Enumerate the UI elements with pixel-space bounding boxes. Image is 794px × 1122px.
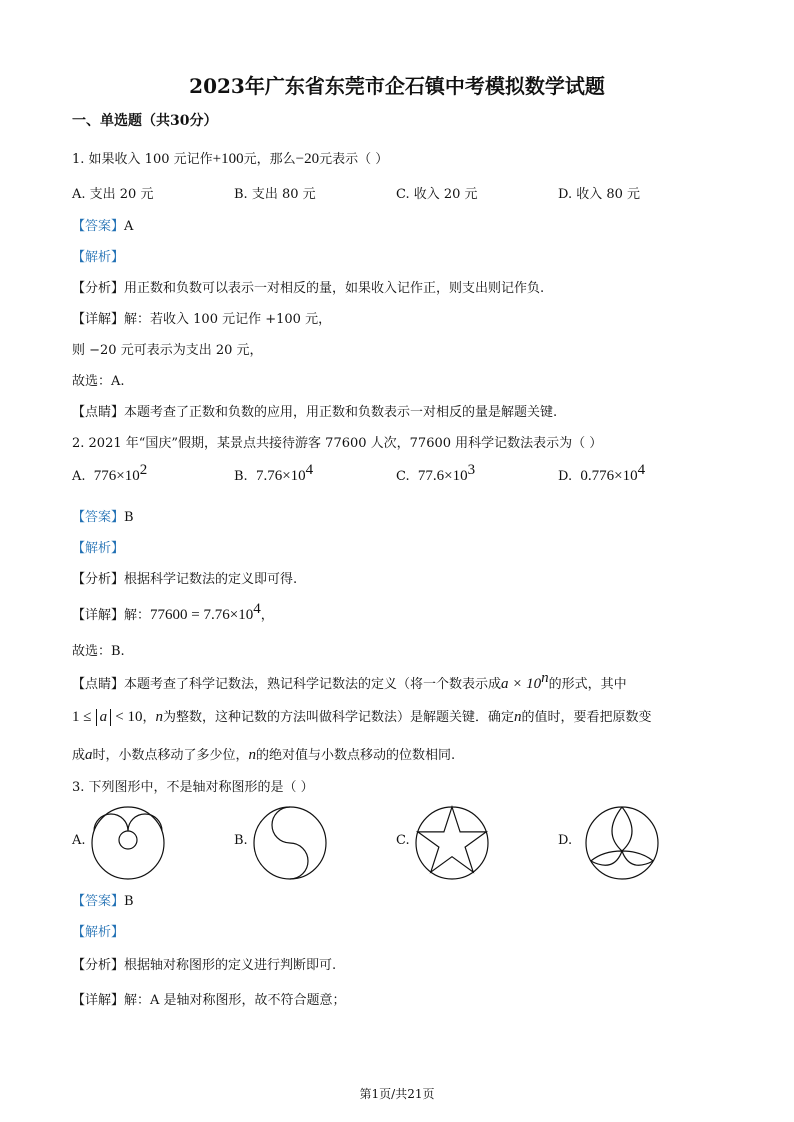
q3-stem: 3. 下列图形中，不是轴对称图形的是（ ） — [72, 780, 314, 795]
q2-answer-value: B — [124, 510, 134, 525]
q3-figure-c — [414, 805, 490, 881]
q3-option-b-label: B. — [234, 833, 248, 848]
answer-label: 【答案】 — [72, 219, 125, 234]
q1-xiangjie — [72, 308, 331, 327]
q1-option-d: D. 收入 80 元 — [558, 187, 641, 202]
q1-line3: 故选：A. — [72, 374, 125, 389]
q2-dj1-math: a × 10 — [501, 676, 542, 692]
q2-option-c-exp: 3 — [467, 462, 476, 478]
q1-option-c: C. 收入 20 元 — [396, 187, 478, 202]
q2-option-d-letter: D. — [558, 469, 573, 484]
q2-dj3-text3: 的绝对值与小数点移动的位数相同. — [256, 748, 456, 763]
q2-fenxi — [72, 568, 297, 587]
q3-answer-value: B — [124, 894, 134, 909]
q2-dj2-comma: ， — [142, 710, 156, 725]
q2-dj2-text: 为整数，这种记数的方法叫做科学记数法）是解题关键．确定 — [163, 710, 515, 725]
q1-fenxi — [72, 277, 544, 296]
q1-dianjing-text: 本题考查了正数和负数的应用，用正数和负数表示一对相反的量是解题关键. — [124, 405, 558, 420]
q1-stem-text2: 元，那么 — [243, 152, 296, 167]
q2-xiangjie — [72, 601, 274, 624]
section-heading: 一、单选题（共30分） — [72, 113, 218, 129]
q2-dianjing-3 — [72, 744, 455, 764]
q2-option-a-base: 776×10 — [93, 468, 140, 484]
q2-dj2-n: n — [155, 709, 163, 725]
q2-xiangjie-comma: ， — [260, 608, 274, 623]
q3-figure-b — [252, 805, 328, 881]
q1-xiangjie-text: 解：若收入 100 元记作 +100 元， — [124, 312, 332, 327]
q2-dj2-le: 1 ≤ — [72, 709, 92, 725]
q2-fenxi-text: 根据科学记数法的定义即可得. — [124, 572, 298, 587]
q1-stem-text3: 元表示（ ） — [319, 152, 389, 167]
q2-dianjing-1 — [72, 670, 627, 693]
q2-option-c-letter: C. — [396, 469, 410, 484]
q1-analysis-label: 【解析】 — [72, 250, 125, 265]
q2-option-b-exp: 4 — [305, 462, 314, 478]
q2-option-b — [234, 462, 314, 485]
q3-fenxi-text: 根据轴对称图形的定义进行判断即可. — [124, 958, 337, 973]
q2-option-a-letter: A. — [72, 469, 86, 484]
q2-dj2-n2: n — [514, 709, 522, 725]
q1-answer-value: A — [124, 219, 134, 234]
q2-option-a — [72, 462, 148, 485]
q3-fenxi — [72, 954, 336, 973]
q2-dj1-exp: n — [541, 670, 549, 686]
q3-analysis-label: 【解析】 — [72, 925, 125, 940]
xiangjie-label: 【详解】 — [72, 993, 125, 1008]
q3-xiangjie — [72, 989, 346, 1008]
q2-dj3-text2: 时，小数点移动了多少位， — [92, 748, 249, 763]
q2-dianjing-2 — [72, 706, 652, 726]
dianjing-label: 【点睛】 — [72, 677, 125, 692]
q1-line2: 则 −20 元可表示为支出 20 元， — [72, 343, 263, 358]
q2-dj2-text2: 的值时，要看把原数变 — [521, 710, 652, 725]
answer-label: 【答案】 — [72, 894, 125, 909]
q2-analysis-label: 【解析】 — [72, 541, 125, 556]
q3-answer — [72, 890, 134, 909]
q2-answer — [72, 506, 134, 525]
q1-math-minus20: −20 — [295, 151, 320, 167]
dianjing-label: 【点睛】 — [72, 405, 125, 420]
q2-dj1-text: 本题考查了科学记数法，熟记科学记数法的定义（将一个数表示成 — [124, 677, 502, 692]
q2-line3: 故选：B. — [72, 644, 125, 659]
q2-option-d-exp: 4 — [637, 462, 646, 478]
q2-option-c-base: 77.6×10 — [417, 468, 468, 484]
answer-label: 【答案】 — [72, 510, 125, 525]
q2-option-c — [396, 462, 476, 485]
q3-option-d-label: D. — [558, 833, 573, 848]
q1-stem — [72, 148, 388, 168]
q3-figure-d — [584, 805, 660, 881]
q3-figure-a — [90, 805, 166, 881]
q1-stem-text: 1. 如果收入 100 元记作 — [72, 152, 213, 167]
q3-option-c-label: C. — [396, 833, 410, 848]
q2-dj3-a: a — [85, 747, 93, 763]
q2-xiangjie-math: 77600 = 7.76×10 — [150, 607, 254, 623]
q3-option-a-label: A. — [72, 833, 86, 848]
fenxi-label: 【分析】 — [72, 572, 125, 587]
q2-option-d — [558, 462, 646, 485]
fenxi-label: 【分析】 — [72, 958, 125, 973]
q2-dj3-text: 成 — [72, 748, 86, 763]
q2-dj2-abs-a: a — [96, 709, 112, 726]
q2-stem: 2. 2021 年“国庆”假期，某景点共接待游客 77600 人次，77600 用科学记数法表示为（ ） — [72, 436, 603, 451]
q1-math-plus100: +100 — [212, 151, 244, 167]
q2-option-d-base: 0.776×10 — [580, 468, 638, 484]
page-footer: 第1页/共21页 — [359, 1087, 435, 1101]
q1-option-a: A. 支出 20 元 — [72, 187, 154, 202]
q1-fenxi-text: 用正数和负数可以表示一对相反的量，如果收入记作正，则支出则记作负. — [124, 281, 545, 296]
q2-option-a-exp: 2 — [139, 462, 148, 478]
fenxi-label: 【分析】 — [72, 281, 125, 296]
q2-xiangjie-text: 解： — [124, 608, 151, 623]
q2-dj3-n: n — [248, 747, 257, 763]
q2-dj2-lt: < 10 — [115, 709, 143, 725]
q2-xiangjie-exp: 4 — [253, 601, 261, 617]
xiangjie-label: 【详解】 — [72, 312, 125, 327]
q1-option-b: B. 支出 80 元 — [234, 187, 316, 202]
q3-xiangjie-text: 解：A 是轴对称图形，故不符合题意； — [124, 993, 346, 1008]
q1-answer — [72, 215, 133, 234]
q2-option-b-letter: B. — [234, 469, 248, 484]
q2-dj1-text2: 的形式，其中 — [548, 677, 627, 692]
q1-dianjing — [72, 401, 557, 420]
xiangjie-label: 【详解】 — [72, 608, 125, 623]
page-title: 2023年广东省东莞市企石镇中考模拟数学试题 — [189, 74, 605, 98]
q2-option-b-base: 7.76×10 — [255, 468, 306, 484]
